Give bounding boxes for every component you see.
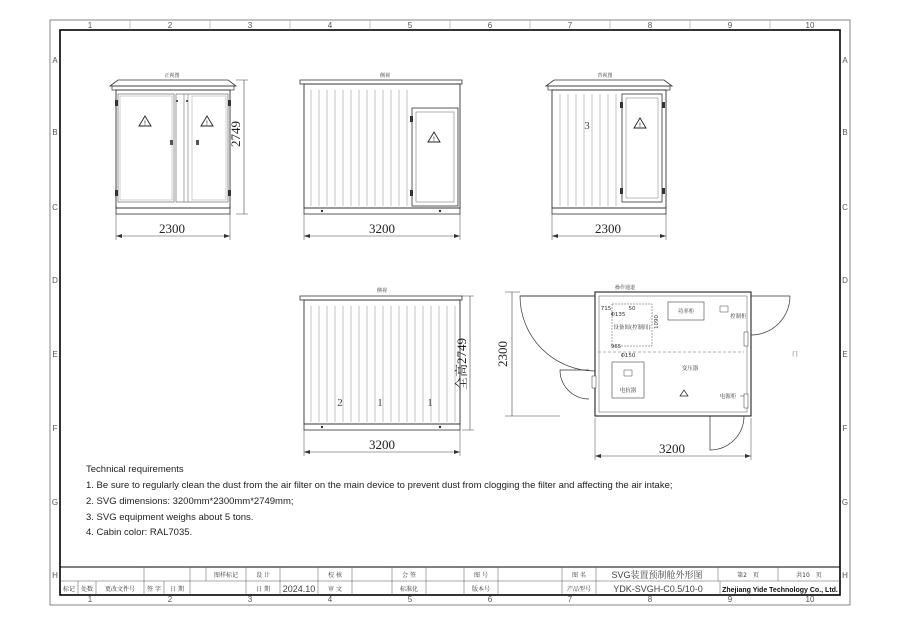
plan-width-dimension: 3200 (659, 441, 685, 456)
svg-text:!: ! (205, 120, 209, 127)
col-label-3-bottom: 3 (247, 595, 253, 604)
row-label-f: F (52, 424, 58, 433)
side-view-2-label: 侧视 (376, 288, 388, 294)
row-label-g: G (51, 498, 59, 507)
rear-view-label: 背视图 (597, 73, 613, 79)
col-label-8-bottom: 8 (647, 595, 653, 604)
col-label-4-bottom: 4 (327, 595, 333, 604)
tb-sheet: 第2 页 (737, 572, 759, 579)
col-label-5-bottom: 5 (407, 595, 413, 604)
col-label-10: 10 (805, 21, 815, 30)
svg-text:!: ! (432, 136, 436, 143)
row-label-d: D (52, 276, 58, 285)
requirement-item-3: 3. SVG equipment weighs about 5 tons. (86, 512, 254, 523)
front-view-label: 正视图 (164, 73, 180, 79)
rear-view (546, 72, 672, 240)
col-label-3: 3 (247, 21, 253, 30)
row-label-h-right: H (842, 571, 848, 580)
side2-panel-number-2: 1 (377, 397, 383, 409)
tb-drawing-name: 图 名 (572, 572, 586, 579)
row-label-a: A (52, 56, 58, 65)
tb-drawing-no: 图 号 (474, 572, 488, 579)
rear-panel-number: 3 (584, 120, 590, 132)
col-label-1-bottom: 1 (87, 595, 93, 604)
row-label-a-right: A (842, 56, 848, 65)
plan-cabinet-label: 功率柜 (677, 309, 695, 315)
plan-device-label: 电抗器 (619, 388, 637, 394)
plan-control-label: 控制柜 (730, 314, 747, 320)
tb-company: Zhejiang Yide Technology Co., Ltd. (722, 587, 838, 594)
plan-dim-50: 50 (628, 306, 636, 312)
tb-count: 处数 (80, 586, 94, 593)
row-label-e: E (52, 350, 58, 359)
side-width-dimension: 3200 (369, 221, 395, 236)
col-label-4: 4 (327, 21, 333, 30)
col-label-9: 9 (727, 21, 733, 30)
tb-product-model: 产品型号 (566, 586, 592, 593)
row-label-b: B (52, 128, 58, 137)
plan-height-dimension: 2300 (495, 341, 510, 367)
tb-standardization: 标准化 (399, 586, 419, 593)
requirements-title: Technical requirements (86, 464, 184, 475)
row-label-g-right: G (841, 498, 849, 507)
tb-date-1: 日 期 (170, 586, 184, 593)
plan-dim-1090: 1090 (654, 315, 660, 329)
side2-panel-number-3: 1 (427, 397, 433, 409)
requirement-item-2: 2. SVG dimensions: 3200mm*2300mm*2749mm; (86, 496, 294, 507)
side2-height-dimension: 全高2749 (454, 337, 469, 391)
col-label-5: 5 (407, 21, 413, 30)
row-labels-right (842, 56, 848, 580)
front-view (110, 72, 248, 240)
row-label-h: H (52, 571, 58, 580)
row-label-b-right: B (842, 128, 848, 137)
plan-dim-965: 965 (610, 344, 622, 350)
row-label-e-right: E (842, 350, 848, 359)
col-label-7-bottom: 7 (567, 595, 573, 604)
col-label-10-bottom: 10 (805, 595, 815, 604)
row-label-c-right: C (842, 203, 848, 212)
front-width-dimension: 2300 (159, 221, 185, 236)
title-block (60, 567, 840, 595)
plan-right-label: 门 (792, 352, 798, 358)
plan-dim-715: 715 (600, 306, 612, 312)
tb-review: 审 文 (328, 586, 342, 593)
row-label-d-right: D (842, 276, 848, 285)
tb-design: 设 计 (256, 572, 270, 579)
col-label-1: 1 (87, 21, 93, 30)
col-label-7: 7 (567, 21, 573, 30)
tb-mark: 标记 (62, 586, 76, 593)
side2-width-dimension: 3200 (369, 437, 395, 452)
tb-date-2: 日 期 (256, 586, 270, 593)
side2-panel-number-1: 2 (337, 397, 343, 409)
row-label-c: C (52, 203, 58, 212)
tb-product-code: YDK-SVGH-C0.5/10-0 (613, 584, 703, 594)
col-label-9-bottom: 9 (727, 595, 733, 604)
column-labels-bottom (88, 595, 815, 604)
technical-requirements (86, 464, 673, 538)
col-label-2-bottom: 2 (167, 595, 173, 604)
plan-power-label: 电源柜 (719, 394, 737, 400)
side-view-2 (300, 287, 474, 456)
tb-countersign: 会 签 (402, 572, 416, 579)
tb-drawing-title: SVG装置预制舱外形图 (611, 570, 703, 580)
tb-drawing-mark: 图样标记 (213, 572, 239, 579)
row-labels-left (52, 56, 58, 580)
col-label-2: 2 (167, 21, 173, 30)
front-height-dimension: 2749 (228, 121, 243, 147)
col-label-6: 6 (487, 21, 493, 30)
row-label-f-right: F (842, 424, 848, 433)
tb-change-doc: 更改文件号 (104, 586, 136, 593)
svg-text:!: ! (143, 120, 147, 127)
rear-width-dimension: 2300 (595, 221, 621, 236)
requirement-item-1: 1. Be sure to regularly clean the dust from the air filter on the main device to prevent dust from clogging the filter and affecting the air intake; (86, 480, 673, 491)
col-label-6-bottom: 6 (487, 595, 493, 604)
plan-transformer-label: 变压器 (681, 366, 699, 372)
tb-signature: 签 字 (147, 586, 161, 593)
plan-view (495, 284, 798, 460)
tb-total: 共10 页 (796, 572, 822, 579)
tb-date-value: 2024.10 (282, 584, 316, 594)
plan-dim-135: Φ135 (610, 312, 626, 318)
tb-check: 校 核 (328, 572, 342, 579)
requirement-item-4: 4. Cabin color: RAL7035. (86, 527, 193, 538)
side-view (300, 72, 462, 240)
plan-view-label: 操作通道 (614, 285, 636, 291)
plan-subroom-label: 设备间(控制间) (613, 325, 651, 331)
tb-version: 版本号 (471, 586, 491, 593)
col-label-8: 8 (647, 21, 653, 30)
side-view-label: 侧视 (379, 73, 391, 79)
column-labels-top (88, 20, 815, 30)
plan-dim-150: Φ150 (620, 353, 636, 359)
svg-text:!: ! (638, 122, 642, 129)
